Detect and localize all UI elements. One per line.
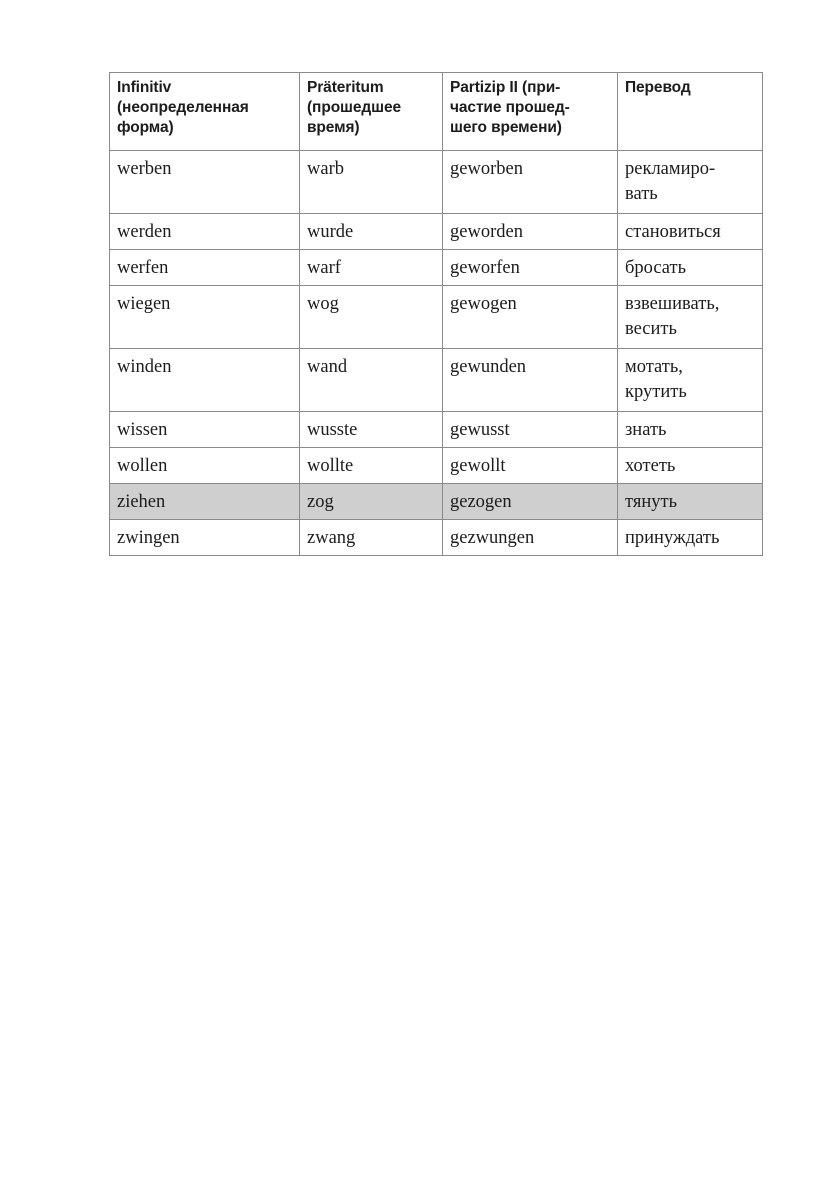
cell-partizip: gewusst — [443, 412, 618, 448]
cell-infinitiv: wissen — [110, 412, 300, 448]
cell-partizip: gezogen — [443, 484, 618, 520]
table-row — [110, 286, 763, 349]
cell-partizip: geworben — [443, 151, 618, 214]
table-row — [110, 412, 763, 448]
cell-infinitiv: winden — [110, 349, 300, 412]
cell-partizip: geworden — [443, 214, 618, 250]
cell-praeteritum: wand — [300, 349, 443, 412]
cell-partizip: gezwungen — [443, 520, 618, 556]
cell-partizip: geworfen — [443, 250, 618, 286]
cell-praeteritum: zog — [300, 484, 443, 520]
cell-partizip: gewunden — [443, 349, 618, 412]
cell-translation: хотеть — [618, 448, 763, 484]
header-partizip-ii: Partizip II (при- частие прошед- шего времени) — [443, 73, 618, 151]
header-praeteritum: Präteritum (прошедшее время) — [300, 73, 443, 151]
cell-partizip: gewogen — [443, 286, 618, 349]
cell-translation: тянуть — [618, 484, 763, 520]
irregular-verbs-table — [109, 72, 763, 556]
cell-infinitiv: zwingen — [110, 520, 300, 556]
cell-praeteritum: warf — [300, 250, 443, 286]
cell-partizip: gewollt — [443, 448, 618, 484]
cell-infinitiv: werfen — [110, 250, 300, 286]
cell-praeteritum: wollte — [300, 448, 443, 484]
cell-translation: мотать, крутить — [618, 349, 763, 412]
cell-translation: становиться — [618, 214, 763, 250]
table-header-row — [110, 73, 763, 151]
cell-translation: рекламиро- вать — [618, 151, 763, 214]
cell-translation: знать — [618, 412, 763, 448]
table-row — [110, 349, 763, 412]
table-row-highlighted — [110, 484, 763, 520]
cell-translation: принуждать — [618, 520, 763, 556]
cell-translation: взвешивать, весить — [618, 286, 763, 349]
header-perevod: Перевод — [618, 73, 763, 151]
cell-infinitiv: werben — [110, 151, 300, 214]
cell-infinitiv: ziehen — [110, 484, 300, 520]
cell-praeteritum: warb — [300, 151, 443, 214]
cell-translation: бросать — [618, 250, 763, 286]
cell-praeteritum: wurde — [300, 214, 443, 250]
cell-infinitiv: werden — [110, 214, 300, 250]
table-row — [110, 250, 763, 286]
table-row — [110, 448, 763, 484]
table-row — [110, 151, 763, 214]
table-row — [110, 214, 763, 250]
cell-praeteritum: zwang — [300, 520, 443, 556]
cell-infinitiv: wollen — [110, 448, 300, 484]
cell-praeteritum: wusste — [300, 412, 443, 448]
header-infinitiv: Infinitiv (неопределенная форма) — [110, 73, 300, 151]
table-row — [110, 520, 763, 556]
cell-praeteritum: wog — [300, 286, 443, 349]
cell-infinitiv: wiegen — [110, 286, 300, 349]
